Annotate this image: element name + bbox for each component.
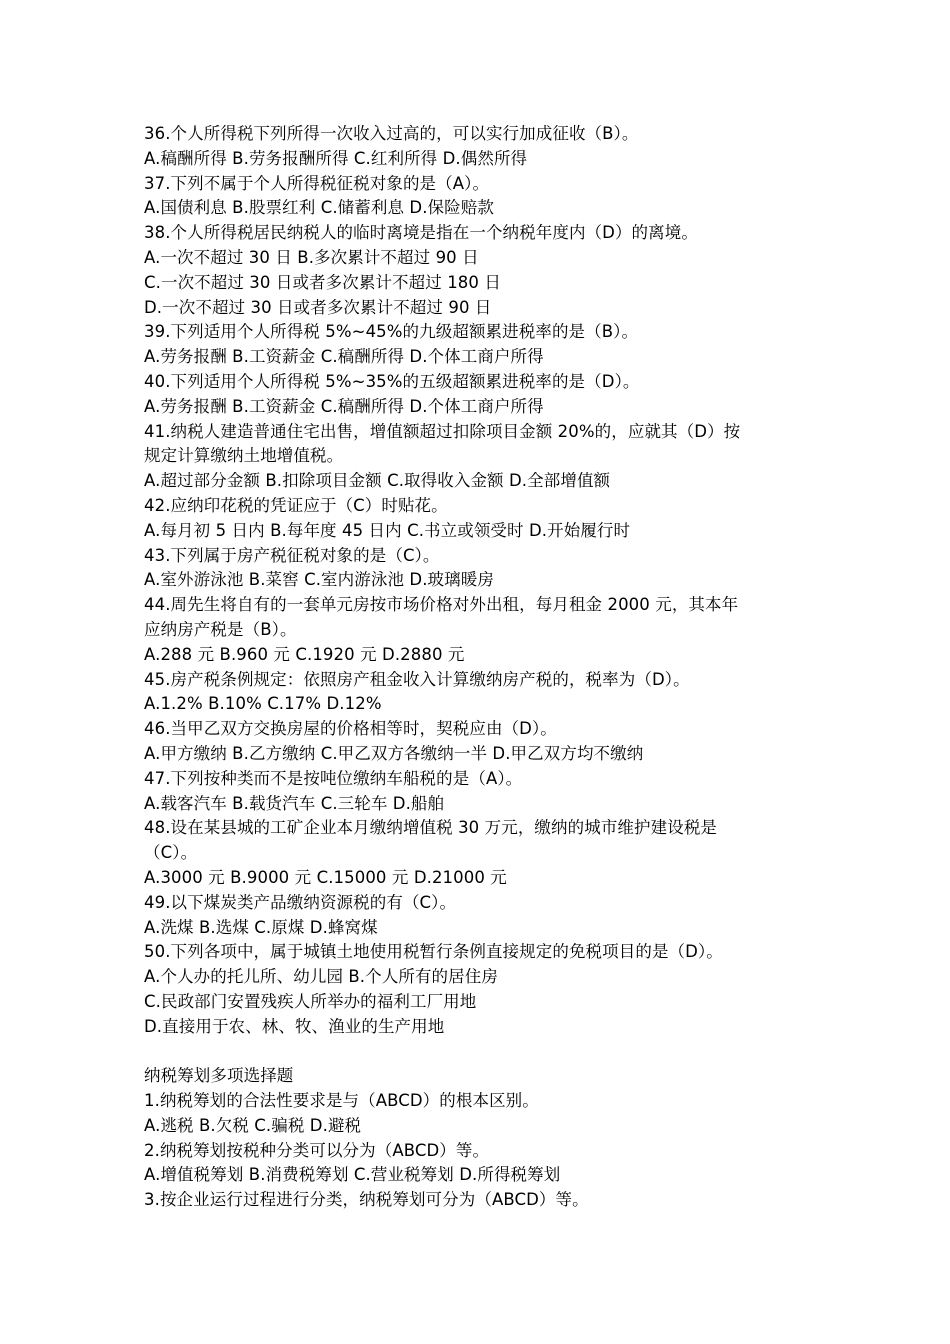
question-49-options: A.洗煤 B.选煤 C.原煤 D.蜂窝煤 (144, 917, 378, 937)
question-44-options: A.288 元 B.960 元 C.1920 元 D.2880 元 (144, 644, 465, 664)
multi-question-1-text: 1.纳税筹划的合法性要求是与（ABCD）的根本区别。 (144, 1091, 539, 1111)
question-45-options: A.1.2% B.10% C.17% D.12% (144, 694, 382, 714)
question-39-options: A.劳务报酬 B.工资薪金 C.稿酬所得 D.个体工商户所得 (144, 347, 544, 367)
question-38-text: 38.个人所得税居民纳税人的临时离境是指在一个纳税年度内（D）的离境。 (144, 223, 698, 243)
question-39-text: 39.下列适用个人所得税 5%~45%的九级超额累进税率的是（B）。 (144, 322, 639, 342)
question-41-text-cont: 规定计算缴纳土地增值税。 (144, 446, 344, 466)
question-47-options: A.载客汽车 B.载货汽车 C.三轮车 D.船舶 (144, 793, 445, 813)
question-50-option-ab: A.个人办的托儿所、幼儿园 B.个人所有的居住房 (144, 967, 498, 987)
question-43-options: A.室外游泳池 B.菜窖 C.室内游泳池 D.玻璃暖房 (144, 570, 494, 590)
multi-question-1-options: A.逃税 B.欠税 C.骗税 D.避税 (144, 1115, 362, 1135)
question-44-text-cont: 应纳房产税是（B）。 (144, 619, 297, 639)
question-42-text: 42.应纳印花税的凭证应于（C）时贴花。 (144, 495, 448, 515)
document-page (144, 122, 824, 1213)
question-40-text: 40.下列适用个人所得税 5%~35%的五级超额累进税率的是（D）。 (144, 371, 640, 391)
section-gap (144, 1039, 824, 1064)
question-46-text: 46.当甲乙双方交换房屋的价格相等时，契税应由（D）。 (144, 719, 557, 739)
multi-question-2-text: 2.纳税筹划按税种分类可以分为（ABCD）等。 (144, 1140, 490, 1160)
question-47-text: 47.下列按种类而不是按吨位缴纳车船税的是（A）。 (144, 768, 523, 788)
multi-question-2-options: A.增值税筹划 B.消费税筹划 C.营业税筹划 D.所得税筹划 (144, 1165, 561, 1185)
multi-question-3-text: 3.按企业运行过程进行分类，纳税筹划可分为（ABCD）等。 (144, 1190, 589, 1210)
question-41-options: A.超过部分金额 B.扣除项目金额 C.取得收入金额 D.全部增值额 (144, 471, 611, 491)
question-45-text: 45.房产税条例规定：依照房产租金收入计算缴纳房产税的，税率为（D）。 (144, 669, 690, 689)
question-42-options: A.每月初 5 日内 B.每年度 45 日内 C.书立或领受时 D.开始履行时 (144, 520, 631, 540)
question-48-options: A.3000 元 B.9000 元 C.15000 元 D.21000 元 (144, 867, 507, 887)
question-37-options: A.国债利息 B.股票红利 C.储蓄利息 D.保险赔款 (144, 198, 494, 218)
question-36-options: A.稿酬所得 B.劳务报酬所得 C.红利所得 D.偶然所得 (144, 148, 528, 168)
question-36-text: 36.个人所得税下列所得一次收入过高的，可以实行加成征收（B）。 (144, 124, 639, 143)
question-38-option-ab: A.一次不超过 30 日 B.多次累计不超过 90 日 (144, 247, 479, 267)
question-50-option-c: C.民政部门安置残疾人所举办的福利工厂用地 (144, 991, 477, 1011)
question-50-option-d: D.直接用于农、林、牧、渔业的生产用地 (144, 1016, 445, 1036)
question-44-text: 44.周先生将自有的一套单元房按市场价格对外出租，每月租金 2000 元，其本年 (144, 595, 739, 615)
question-48-text: 48.设在某县城的工矿企业本月缴纳增值税 30 万元，缴纳的城市维护建设税是 (144, 818, 718, 838)
question-38-option-c: C.一次不超过 30 日或者多次累计不超过 180 日 (144, 272, 501, 292)
question-46-options: A.甲方缴纳 B.乙方缴纳 C.甲乙双方各缴纳一半 D.甲乙双方均不缴纳 (144, 743, 644, 763)
question-48-text-cont: （C）。 (144, 843, 198, 863)
section-heading: 纳税筹划多项选择题 (144, 1066, 294, 1086)
question-50-text: 50.下列各项中，属于城镇土地使用税暂行条例直接规定的免税项目的是（D）。 (144, 942, 723, 962)
question-38-option-d: D.一次不超过 30 日或者多次累计不超过 90 日 (144, 297, 492, 317)
question-41-text: 41.纳税人建造普通住宅出售，增值额超过扣除项目金额 20%的，应就其（D）按 (144, 421, 741, 441)
question-40-options: A.劳务报酬 B.工资薪金 C.稿酬所得 D.个体工商户所得 (144, 396, 544, 416)
question-37-text: 37.下列不属于个人所得税征税对象的是（A）。 (144, 173, 490, 193)
question-49-text: 49.以下煤炭类产品缴纳资源税的有（C）。 (144, 892, 457, 912)
question-43-text: 43.下列属于房产税征税对象的是（C）。 (144, 545, 440, 565)
